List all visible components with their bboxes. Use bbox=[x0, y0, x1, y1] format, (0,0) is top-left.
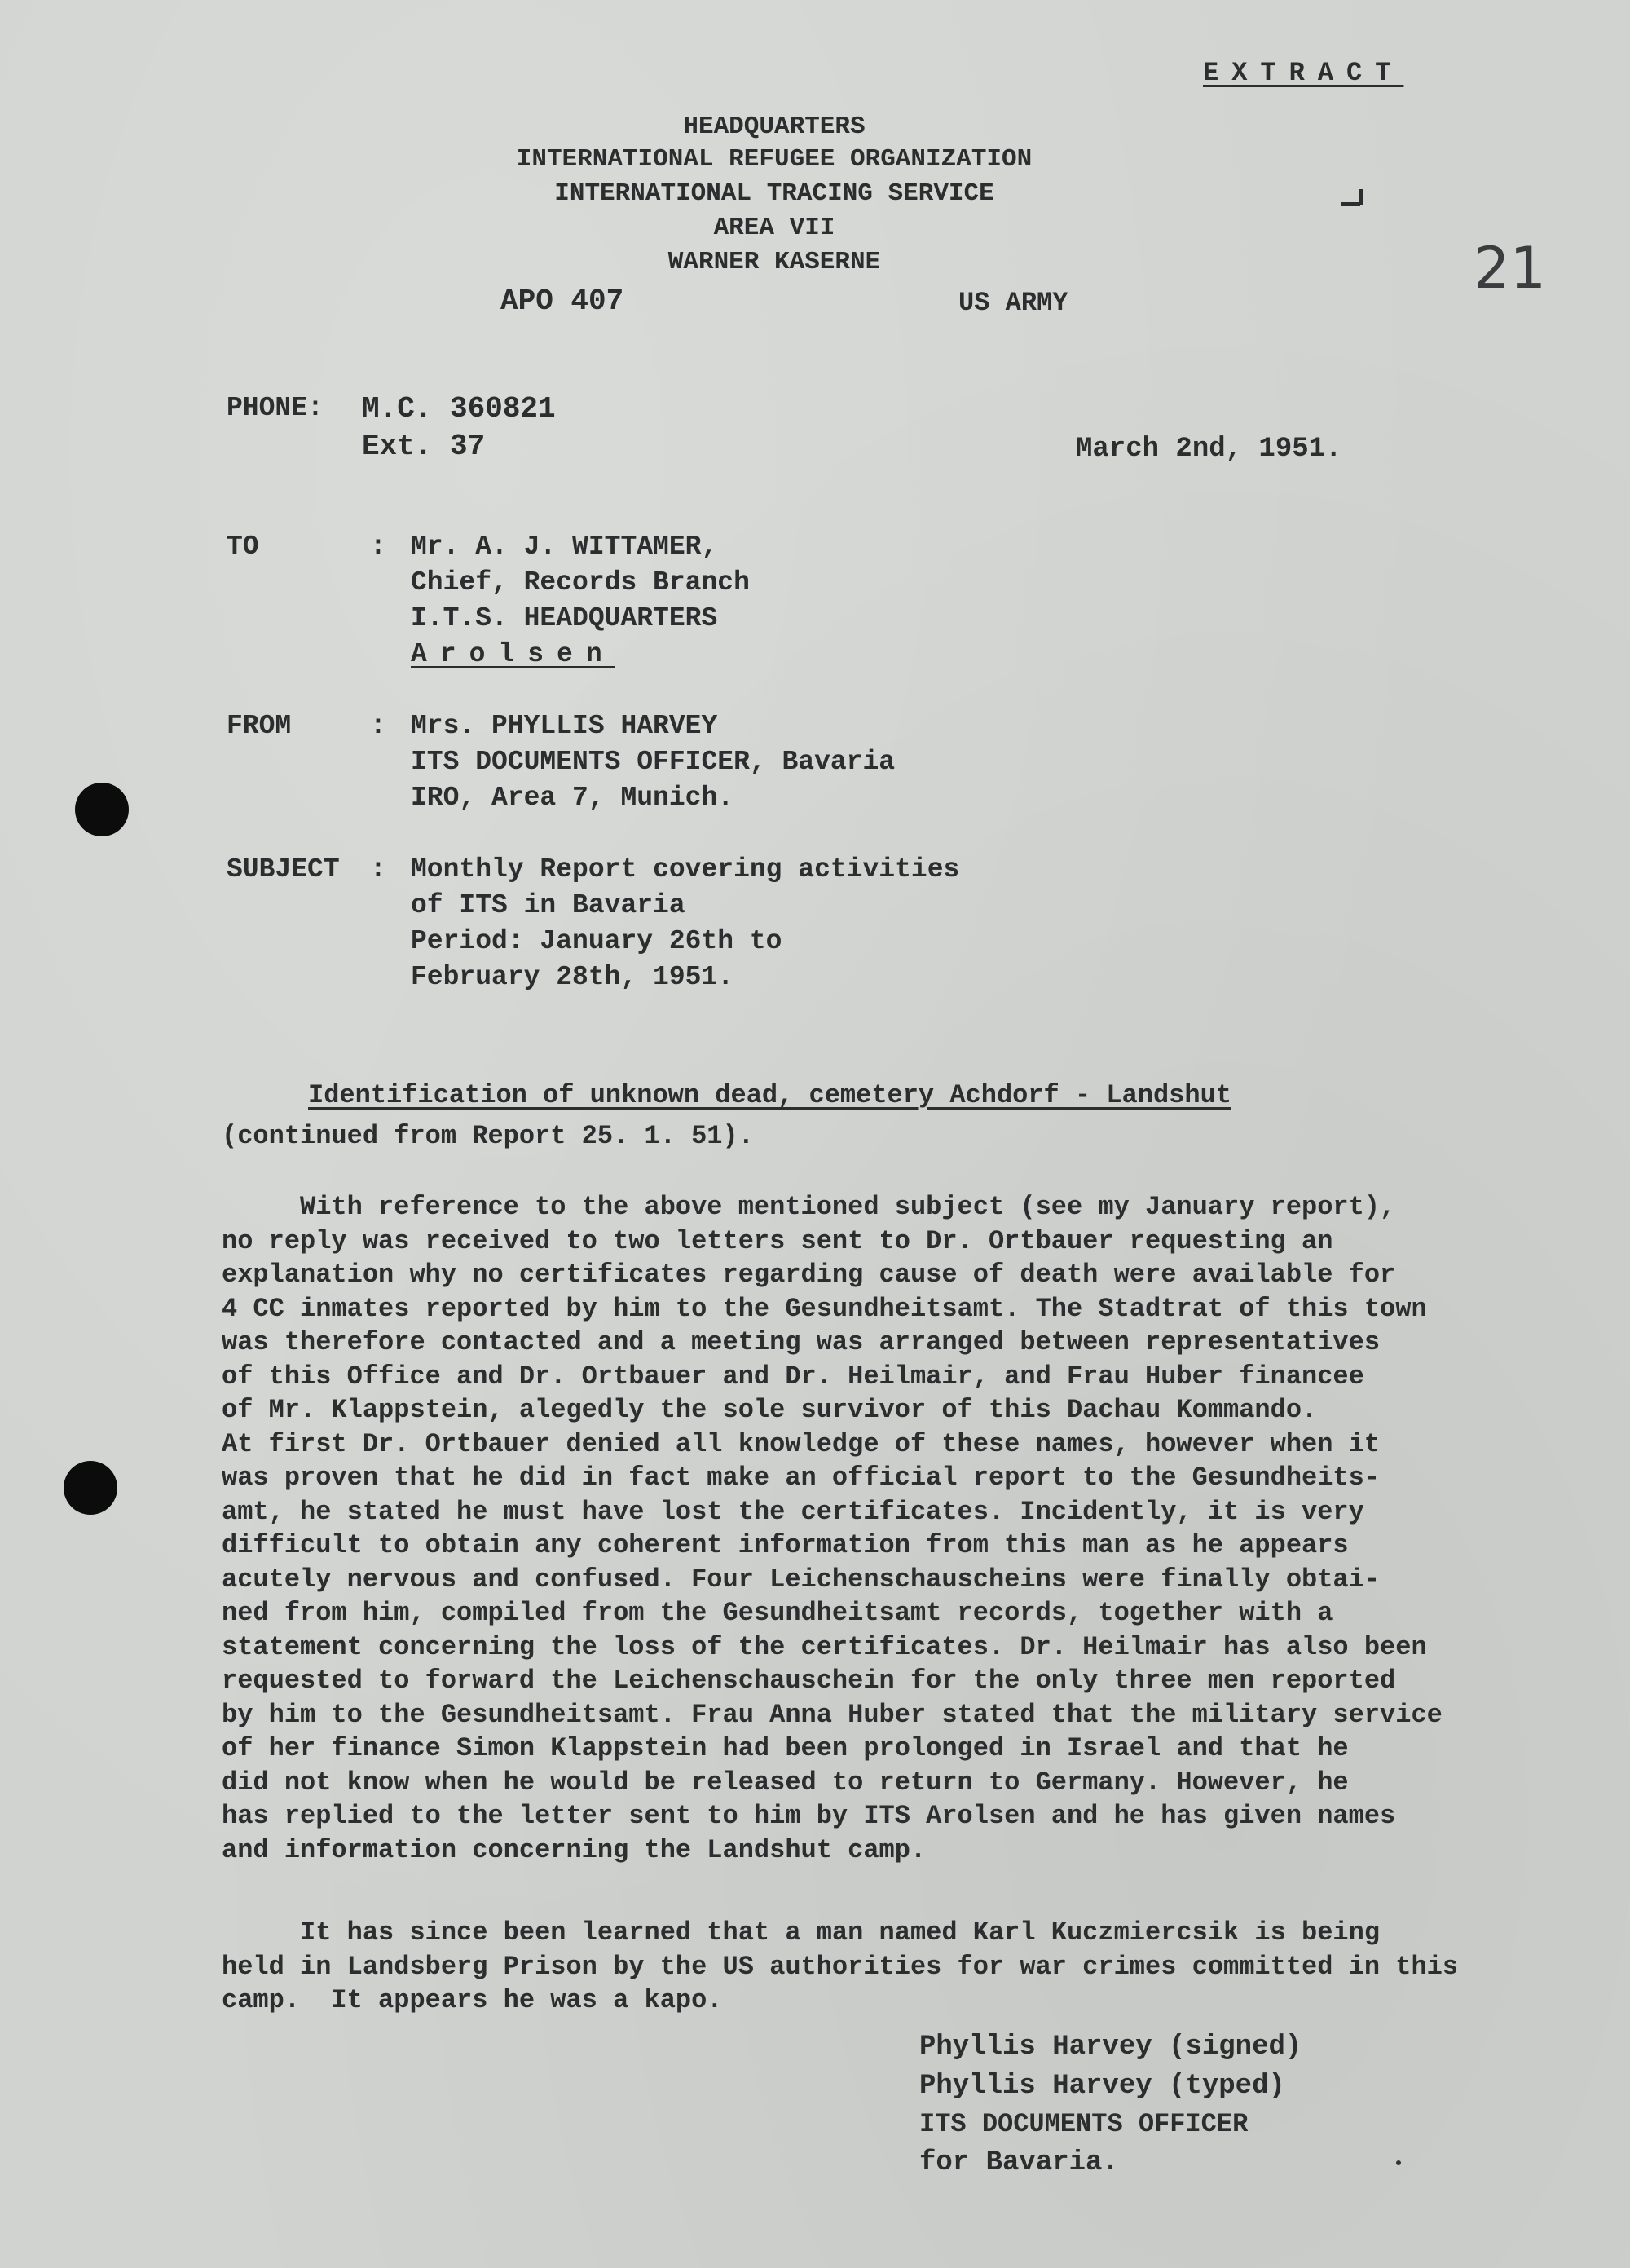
subject-line-1: Monthly Report covering activities bbox=[411, 854, 960, 885]
header-line-2: INTERNATIONAL REFUGEE ORGANIZATION bbox=[516, 145, 1033, 174]
header-army: US ARMY bbox=[958, 288, 1068, 318]
section-subtitle: (continued from Report 25. 1. 51). bbox=[222, 1121, 754, 1151]
subject-line-2: of ITS in Bavaria bbox=[411, 890, 685, 920]
header-apo: APO 407 bbox=[500, 285, 624, 318]
paragraph-line: acutely nervous and confused. Four Leichenschauscheins were finally obtai- bbox=[222, 1564, 1381, 1595]
paragraph-line: camp. It appears he was a kapo. bbox=[222, 1985, 723, 2015]
from-line-3: IRO, Area 7, Munich. bbox=[411, 783, 734, 813]
corner-mark bbox=[1341, 202, 1360, 206]
body-paragraph-1 bbox=[222, 1190, 1443, 1867]
paragraph-line: It has since been learned that a man named Karl Kuczmiercsik is being bbox=[222, 1917, 1381, 1948]
subject-line-4: February 28th, 1951. bbox=[411, 962, 734, 992]
signature-region: for Bavaria. bbox=[919, 2147, 1119, 2178]
header-line-4: AREA VII bbox=[713, 214, 835, 242]
paragraph-line: has replied to the letter sent to him by ITS Arolsen and he has given names bbox=[222, 1801, 1396, 1831]
paragraph-line: by him to the Gesundheitsamt. Frau Anna Huber stated that the military service bbox=[222, 1699, 1443, 1730]
from-line-1: Mrs. PHYLLIS HARVEY bbox=[411, 711, 718, 741]
paragraph-line: ned from him, compiled from the Gesundheitsamt records, together with a bbox=[222, 1598, 1333, 1628]
paragraph-line: was therefore contacted and a meeting was arranged between representatives bbox=[222, 1327, 1381, 1357]
paragraph-line: was proven that he did in fact make an official report to the Gesundheits- bbox=[222, 1463, 1381, 1493]
paragraph-line: At first Dr. Ortbauer denied all knowledge of these names, however when it bbox=[222, 1428, 1381, 1459]
header-line-5: WARNER KASERNE bbox=[667, 248, 881, 276]
subject-line-3: Period: January 26th to bbox=[411, 926, 782, 956]
page-number: 21 bbox=[1474, 235, 1547, 302]
corner-mark bbox=[1359, 189, 1363, 205]
header-line-3: INTERNATIONAL TRACING SERVICE bbox=[554, 179, 994, 208]
paragraph-line: held in Landsberg Prison by the US authorities for war crimes committed in this bbox=[222, 1951, 1459, 1982]
subject-label: SUBJECT bbox=[227, 854, 340, 885]
body-paragraph-2 bbox=[222, 1916, 1458, 2018]
subject-separator: : bbox=[370, 854, 386, 885]
paragraph-line: of Mr. Klappstein, alegedly the sole survivor of this Dachau Kommando. bbox=[222, 1395, 1318, 1425]
paragraph-line: of her finance Simon Klappstein had been prolonged in Israel and that he bbox=[222, 1733, 1349, 1763]
paragraph-line: explanation why no certificates regarding cause of death were available for bbox=[222, 1260, 1396, 1290]
to-line-3: I.T.S. HEADQUARTERS bbox=[411, 603, 718, 633]
signature-typed: Phyllis Harvey (typed) bbox=[919, 2071, 1285, 2102]
paragraph-line: With reference to the above mentioned subject (see my January report), bbox=[222, 1192, 1396, 1222]
phone-number: M.C. 360821 bbox=[362, 392, 556, 426]
signature-title: ITS DOCUMENTS OFFICER bbox=[919, 2109, 1249, 2139]
from-label: FROM bbox=[227, 711, 292, 741]
extract-label: EXTRACT bbox=[1203, 58, 1404, 88]
to-line-1: Mr. A. J. WITTAMER, bbox=[411, 532, 718, 562]
paragraph-line: 4 CC inmates reported by him to the Gesundheitsamt. The Stadtrat of this town bbox=[222, 1293, 1427, 1324]
punch-hole bbox=[64, 1461, 117, 1515]
document-date: March 2nd, 1951. bbox=[1076, 434, 1342, 465]
section-title: Identification of unknown dead, cemetery Achdorf - Landshut bbox=[308, 1080, 1231, 1110]
paragraph-line: amt, he stated he must have lost the certificates. Incidently, it is very bbox=[222, 1496, 1364, 1527]
paragraph-line: difficult to obtain any coherent information from this man as he appears bbox=[222, 1530, 1349, 1560]
phone-ext: Ext. 37 bbox=[362, 430, 486, 463]
paragraph-line: did not know when he would be released to return to Germany. However, he bbox=[222, 1767, 1349, 1798]
paragraph-line: statement concerning the loss of the certificates. Dr. Heilmair has also been bbox=[222, 1631, 1427, 1662]
paragraph-line: of this Office and Dr. Ortbauer and Dr. Heilmair, and Frau Huber financee bbox=[222, 1361, 1364, 1392]
from-separator: : bbox=[370, 711, 386, 741]
paragraph-line: requested to forward the Leichenschauschein for the only three men reported bbox=[222, 1666, 1396, 1696]
paragraph-line: no reply was received to two letters sent to Dr. Ortbauer requesting an bbox=[222, 1225, 1333, 1256]
phone-label: PHONE: bbox=[227, 393, 324, 423]
speck bbox=[1396, 2160, 1401, 2165]
from-line-2: ITS DOCUMENTS OFFICER, Bavaria bbox=[411, 747, 896, 777]
to-line-2: Chief, Records Branch bbox=[411, 567, 750, 598]
to-label: TO bbox=[227, 532, 259, 562]
to-separator: : bbox=[370, 532, 386, 562]
to-line-4: Arolsen bbox=[411, 639, 615, 669]
signature-signed: Phyllis Harvey (signed) bbox=[919, 2032, 1302, 2063]
header-line-1: HEADQUARTERS bbox=[683, 113, 866, 141]
punch-hole bbox=[75, 783, 129, 836]
paragraph-line: and information concerning the Landshut camp. bbox=[222, 1834, 927, 1865]
